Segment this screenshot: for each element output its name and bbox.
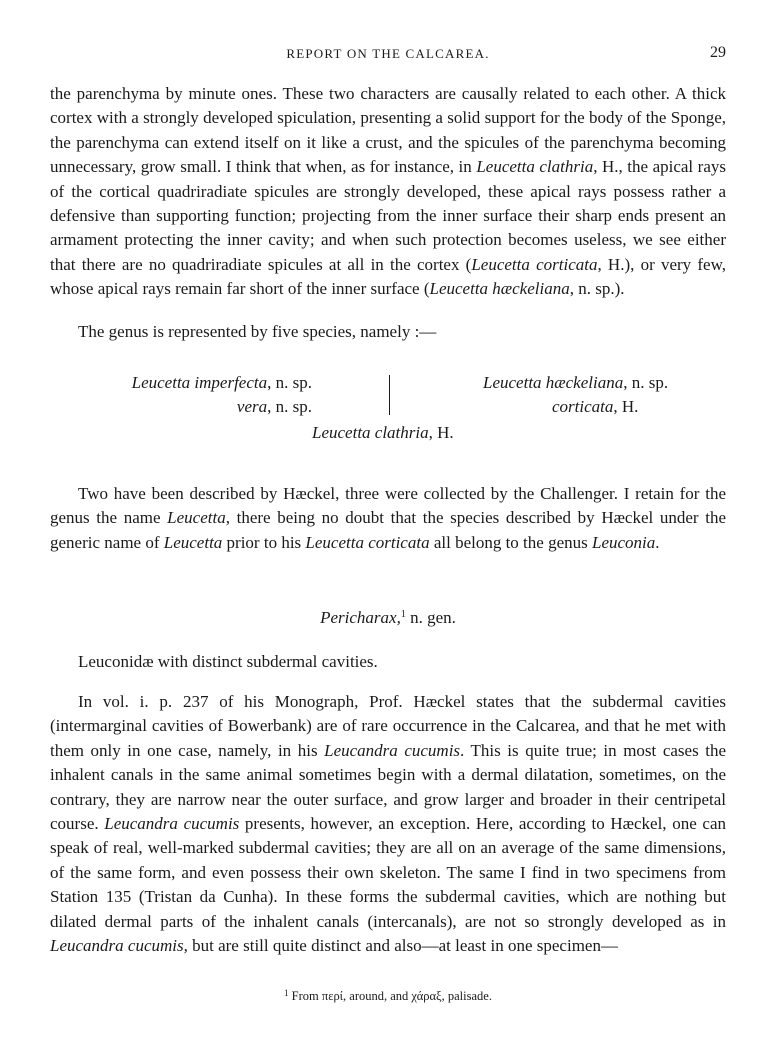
species-entry: Leucetta hæckeliana, n. sp. [483,373,669,392]
paragraph-continuation: the parenchyma by minute ones. These two characters are causally related to each other. A thick cortex with a strongly developed spiculation, presenting a solid support for the body of the Sponge, the parenchyma can extend itself on it like a crust, and the spicules of the parenchyma becoming unnecessary, grow small. I think that when, as for instance, in Leucetta clathria, H., the apical rays of the cortical quadriradiate spicules are strongly developed, these apical rays possess rather a defensive than supporting function; projecting from the inner surface their sharp ends present an armament protecting the inner cavity; and when such protection becomes useless, we see either that there are no quadriradiate spicules at all in the cortex (Leucetta corticata, H.), or very few, whose apical rays remain far short of the inner surface (Leucetta hæckeliana, n. sp.). [50,84,726,299]
taxon-name: Leucetta [167,508,226,528]
species-list [50,371,726,447]
footnote-reference: 1 [400,609,406,620]
paragraph-subdermal-cavities: In vol. i. p. 237 of his Monograph, Prof. Hæckel states that the subdermal cavities (intermarginal cavities of Bowerbank) are of rare occurrence in the Calcarea, and that he met with them only in one case, namely, in his Leucandra cucumis. This is quite true; in most cases the inhalent canals in the same animal sometimes begin with a dermal dilatation, sometimes, on the contrary, they are narrow near the outer surface, and grow larger and broader in their centripetal course. Leucandra cucumis presents, however, an exception. Here, according to Hæckel, one can speak of real, well-marked subdermal cavities; they are all on an average of the same dimensions, of the same form, and even possess their own skeleton. The same I find in two specimens from Station 135 (Tristan da Cunha). In these forms the subdermal cavities, which are nothing but dilated dermal parts of the inhalent canals (intercanals), are not so strongly developed as in Leucandra cucumis, but are still quite distinct and also—at least in one specimen— [50,692,727,956]
taxon-name: Leucetta corticata [305,532,430,552]
taxon-name: Leucandra cucumis [324,740,461,760]
taxon-name: Leucetta [163,532,223,552]
taxon-name: Leucandra cucumis, [50,936,188,956]
paragraph-genus-history: Two have been described by Hæckel, three were collected by the Challenger. I retain for the genus the name Leucetta, there being no doubt that the species described by Hæckel under the generic name of Leucetta prior to his Leucetta corticata all belong to the genus Leuconia. [50,484,727,552]
genus-heading: Pericharax,$^1$ n. gen. [320,608,456,627]
paragraph-species-intro: The genus is represented by five species, namely :— [78,322,437,341]
running-head: REPORT ON THE CALCAREA. [286,46,490,61]
page-number: 29 [710,44,726,61]
taxon-name: Leucetta clathria [476,157,594,177]
taxon-name: Leucetta hæckeliana [429,279,570,299]
taxon-name: Leucetta corticata [471,254,598,274]
species-entry: Leucetta imperfecta, n. sp. [131,373,312,392]
species-entry: vera, n. sp. [236,397,312,416]
species-entry: corticata, H. [552,397,639,416]
column-divider [389,375,390,415]
footnote-mark: 1 [284,988,289,998]
taxon-name: Leucandra cucumis [104,814,240,834]
footnote: $^1$ From περί, around, and χάραξ, palisade. [284,988,492,1003]
taxon-name: Leuconia [592,532,656,552]
species-entry: Leucetta clathria, H. [312,423,454,442]
genus-diagnosis: Leuconidæ with distinct subdermal cavities. [78,652,378,671]
